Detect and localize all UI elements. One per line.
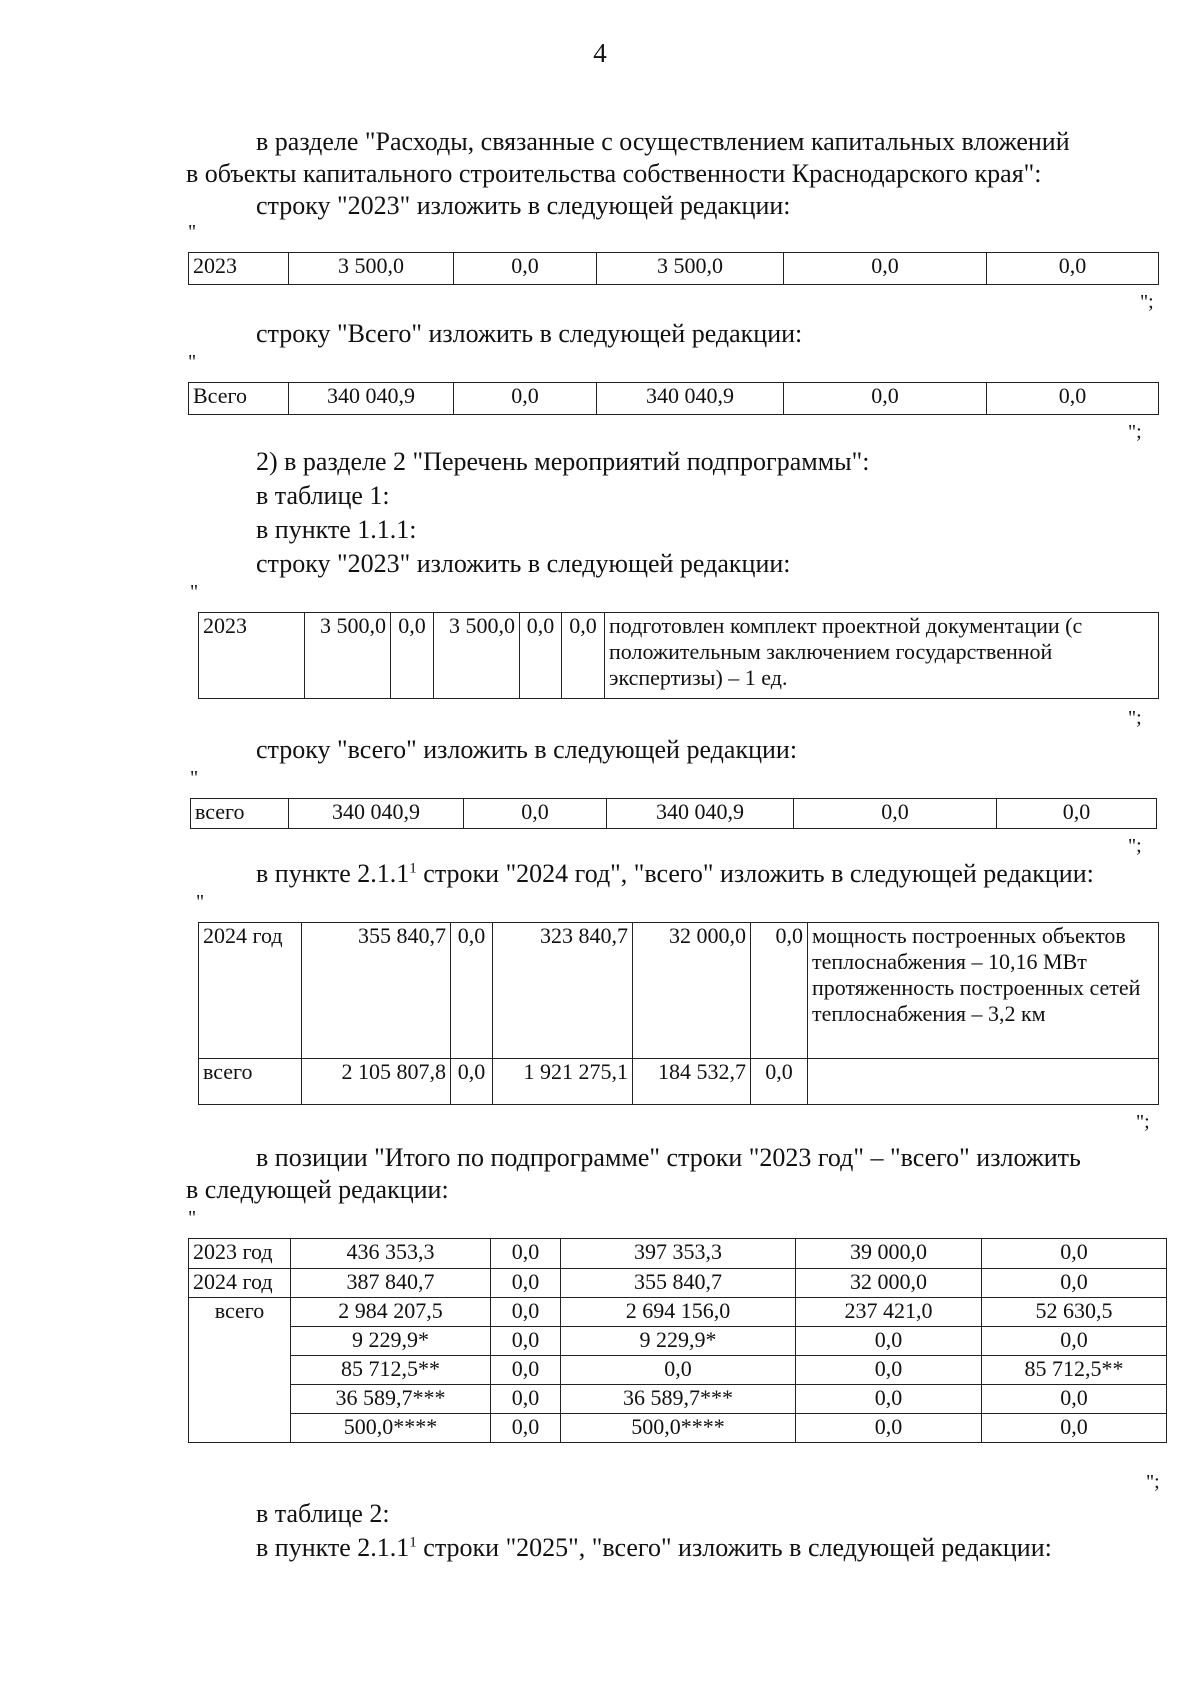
table-cell: 355 840,7 [302, 923, 451, 1059]
table-cell [189, 1327, 291, 1356]
table-row [189, 1414, 1167, 1443]
table-cell: 0,0 [454, 253, 597, 285]
closing-quote: "; [1128, 835, 1142, 857]
table-cell: 0,0 [491, 1239, 561, 1269]
closing-quote: "; [1128, 707, 1142, 729]
table-cell: 0,0 [561, 1356, 796, 1385]
table-cell-description: подготовлен комплект проектной документации (с положительным заключением государственной экспертизы) – 1 ед. [605, 613, 1159, 699]
table-cell: 0,0 [982, 1414, 1167, 1443]
table-cell: 2024 год [189, 1269, 291, 1298]
table-cell: 2023 [189, 253, 289, 285]
table-item-2-1-1-sup1 [198, 922, 1159, 1105]
table-row [199, 923, 1159, 1059]
table-cell: 0,0 [562, 613, 605, 699]
table-cell: Всего [189, 383, 289, 415]
opening-quote: " [190, 581, 199, 603]
paragraph-3-line-2: в таблице 1: [256, 481, 390, 510]
table-cell: 32 000,0 [633, 923, 751, 1059]
table-cell: 355 840,7 [561, 1269, 796, 1298]
paragraph-1-line-2: в объекты капитального строительства собственности Краснодарского края": [186, 159, 1042, 188]
table-cell: 0,0 [451, 923, 493, 1059]
paragraph-7-line-2 [256, 1532, 1052, 1564]
paragraph-7-text: строки "2025", "всего" изложить в следующей редакции: [416, 1533, 1052, 1562]
table-cell: 0,0 [491, 1385, 561, 1414]
table-cell: 0,0 [491, 1356, 561, 1385]
table-cell: 0,0 [491, 1269, 561, 1298]
table-row [189, 1298, 1167, 1327]
table-cell: 0,0 [451, 1059, 493, 1105]
superscript: 1 [409, 860, 417, 877]
table-cell: 0,0 [520, 613, 562, 699]
paragraph-3-line-1: 2) в разделе 2 "Перечень мероприятий подпрограммы": [256, 447, 870, 476]
table-cell: 2 105 807,8 [302, 1059, 451, 1105]
table-cell: 500,0**** [561, 1414, 796, 1443]
paragraph-6-line-2: в следующей редакции: [186, 1175, 449, 1204]
table-cell: 0,0 [491, 1414, 561, 1443]
table-cell: всего [189, 1298, 291, 1327]
table-cell: 9 229,9* [561, 1327, 796, 1356]
table-cell: 39 000,0 [796, 1239, 982, 1269]
closing-quote: "; [1128, 421, 1142, 443]
table-cell: 0,0 [784, 253, 987, 285]
table-cell: 340 040,9 [289, 799, 464, 829]
paragraph-1-line-3: строку "2023" изложить в следующей редакции: [256, 191, 791, 220]
table-cell: 0,0 [491, 1298, 561, 1327]
table-cell: 52 630,5 [982, 1298, 1167, 1327]
table-cell: 32 000,0 [796, 1269, 982, 1298]
closing-quote: "; [1146, 1471, 1160, 1493]
table-cell: 1 921 275,1 [493, 1059, 633, 1105]
table-row [199, 613, 1159, 699]
table-cell: 3 500,0 [597, 253, 784, 285]
paragraph-7-text: в пункте 2.1.1 [256, 1533, 410, 1562]
table-item-1-1-1-total [190, 798, 1157, 829]
table-row [189, 1239, 1167, 1269]
table-cell: 340 040,9 [607, 799, 794, 829]
table-cell: 0,0 [987, 253, 1159, 285]
table-row [189, 383, 1159, 415]
opening-quote: " [188, 1207, 197, 1229]
table-cell: 0,0 [796, 1385, 982, 1414]
table-cell: 0,0 [464, 799, 607, 829]
paragraph-6-line-1: в позиции "Итого по подпрограмме" строки "2023 год" – "всего" изложить [256, 1143, 1081, 1172]
table-cell: 0,0 [751, 1059, 808, 1105]
table-cell: 0,0 [987, 383, 1159, 415]
table-cell: 3 500,0 [289, 253, 454, 285]
table-cell: 85 712,5** [291, 1356, 491, 1385]
table-cell: 0,0 [997, 799, 1157, 829]
table-cell: 0,0 [982, 1239, 1167, 1269]
table-cell: 387 840,7 [291, 1269, 491, 1298]
table-cell: 2 694 156,0 [561, 1298, 796, 1327]
table-cell [808, 1059, 1159, 1105]
table-row [189, 253, 1159, 285]
page-number: 4 [593, 38, 607, 68]
table-cell: всего [199, 1059, 302, 1105]
table-cell: 323 840,7 [493, 923, 633, 1059]
paragraph-3-line-4: строку "2023" изложить в следующей редакции: [256, 549, 791, 578]
table-cell: 0,0 [491, 1327, 561, 1356]
table-row [191, 799, 1157, 829]
superscript: 1 [409, 1534, 417, 1551]
table-cell: 184 532,7 [633, 1059, 751, 1105]
table-row [189, 1269, 1167, 1298]
table-cell: 0,0 [784, 383, 987, 415]
opening-quote: " [188, 351, 197, 373]
closing-quote: "; [1140, 291, 1154, 313]
table-cell: 36 589,7*** [561, 1385, 796, 1414]
table-cell: 0,0 [982, 1269, 1167, 1298]
paragraph-2: строку "Всего" изложить в следующей редакции: [256, 319, 803, 348]
paragraph-3-line-3: в пункте 1.1.1: [256, 515, 417, 544]
table-row [189, 1327, 1167, 1356]
table-cell: 85 712,5** [982, 1356, 1167, 1385]
table-cell-description: мощность построенных объектов теплоснабжения – 10,16 МВт протяженность построенных сетей теплоснабжения – 3,2 км [808, 923, 1159, 1059]
table-cell [189, 1414, 291, 1443]
table-row [199, 1059, 1159, 1105]
closing-quote: "; [1136, 1111, 1150, 1133]
table-cell: 237 421,0 [796, 1298, 982, 1327]
table-cell: 500,0**** [291, 1414, 491, 1443]
table-cell: 0,0 [796, 1414, 982, 1443]
table-cell: 36 589,7*** [291, 1385, 491, 1414]
paragraph-7-line-1: в таблице 2: [256, 1499, 390, 1528]
table-total-capital [188, 382, 1159, 415]
table-cell: 2 984 207,5 [291, 1298, 491, 1327]
paragraph-5-text: в пункте 2.1.1 [256, 859, 410, 888]
opening-quote: " [190, 767, 199, 789]
table-cell: 0,0 [796, 1356, 982, 1385]
table-subprogram-total [188, 1238, 1167, 1443]
table-cell [189, 1356, 291, 1385]
table-cell: 0,0 [982, 1385, 1167, 1414]
table-cell: 3 500,0 [434, 613, 520, 699]
paragraph-4: строку "всего" изложить в следующей редакции: [256, 735, 798, 764]
opening-quote: " [196, 891, 205, 913]
table-cell: 340 040,9 [289, 383, 454, 415]
table-cell: 0,0 [796, 1327, 982, 1356]
opening-quote: " [188, 221, 197, 243]
table-cell: 3 500,0 [305, 613, 391, 699]
table-cell: 0,0 [794, 799, 997, 829]
table-cell: 0,0 [751, 923, 808, 1059]
table-cell: 436 353,3 [291, 1239, 491, 1269]
table-cell: 2023 год [189, 1239, 291, 1269]
table-cell [189, 1385, 291, 1414]
paragraph-1-line-1: в разделе "Расходы, связанные с осуществлением капитальных вложений [256, 127, 1070, 156]
table-cell: 9 229,9* [291, 1327, 491, 1356]
table-row [189, 1385, 1167, 1414]
paragraph-5 [256, 858, 1094, 890]
table-cell: 0,0 [982, 1327, 1167, 1356]
table-cell: 0,0 [454, 383, 597, 415]
table-2023-capital [188, 252, 1159, 285]
table-cell: 340 040,9 [597, 383, 784, 415]
table-item-1-1-1-2023 [198, 612, 1159, 699]
table-cell: 0,0 [391, 613, 434, 699]
table-cell: 397 353,3 [561, 1239, 796, 1269]
table-cell: всего [191, 799, 289, 829]
paragraph-5-text: строки "2024 год", "всего" изложить в следующей редакции: [416, 859, 1094, 888]
table-row [189, 1356, 1167, 1385]
table-cell: 2024 год [199, 923, 302, 1059]
table-cell: 2023 [199, 613, 305, 699]
